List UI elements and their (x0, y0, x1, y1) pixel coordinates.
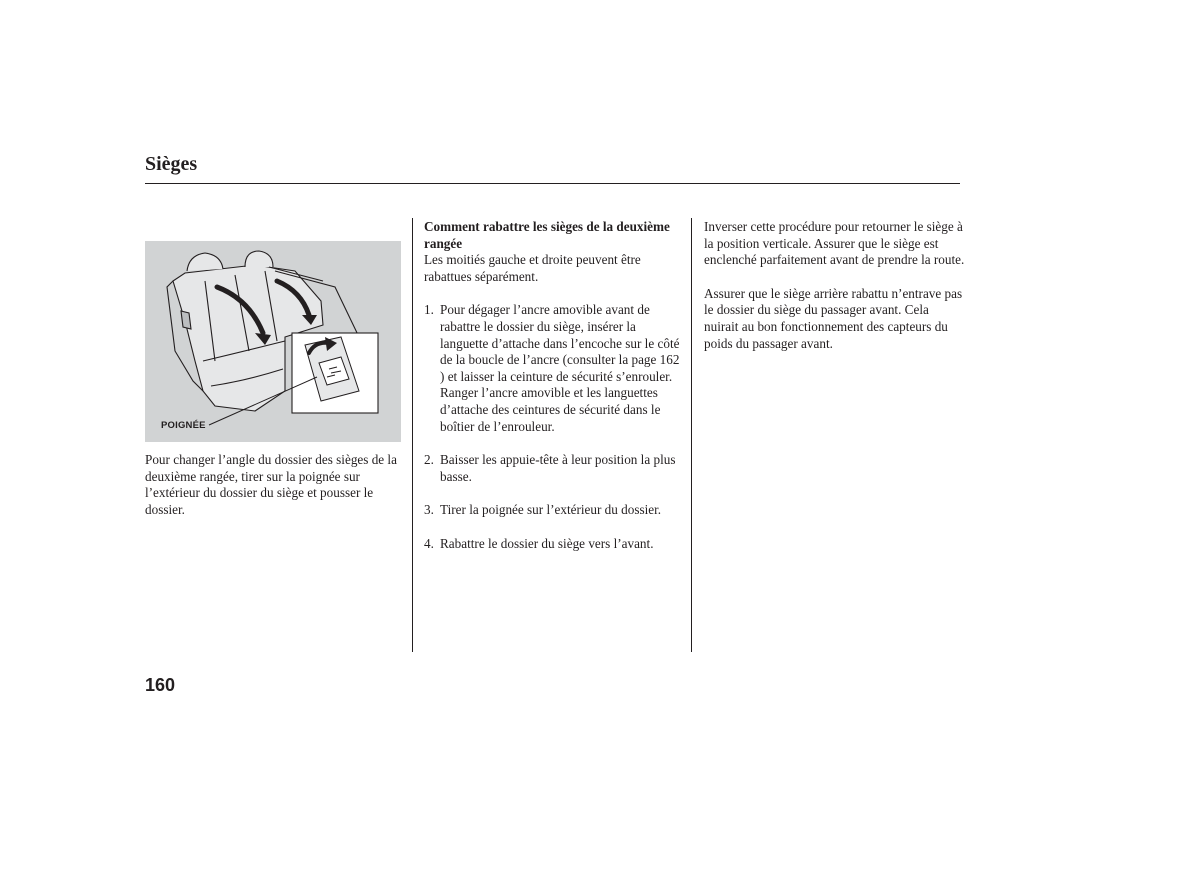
step-text: Tirer la poignée sur l’extérieur du dossier. (440, 502, 662, 518)
step-number: 1. (424, 302, 434, 318)
step-text: Baisser les appuie-tête à leur position la plus basse. (440, 452, 676, 484)
step-item (424, 502, 686, 519)
step-number: 4. (424, 535, 434, 551)
step-number: 3. (424, 502, 434, 518)
page-number: 160 (145, 675, 176, 695)
step-number: 2. (424, 452, 434, 468)
section-heading: Comment rabattre les sièges de la deuxième rangée (424, 219, 670, 251)
step-item (424, 302, 686, 435)
column-1 (145, 452, 407, 518)
seat-illustration (145, 241, 401, 442)
column-divider-2 (691, 218, 692, 652)
title-divider (145, 183, 960, 184)
column-2 (424, 219, 686, 553)
step-item (424, 536, 686, 553)
step-text: Rabattre le dossier du siège vers l’avant. (440, 535, 654, 551)
page-title: Sièges (145, 153, 198, 175)
column-3 (704, 219, 966, 352)
intro-paragraph: Les moitiés gauche et droite peuvent être rabattues séparément. (424, 252, 641, 284)
col3-paragraph-1: Inverser cette procédure pour retourner le siège à la position verticale. Assurer que le siège est enclenché parfaitement avant de prendre la route. (704, 219, 965, 268)
handle-label: POIGNÉE (161, 420, 206, 431)
col1-paragraph: Pour changer l’angle du dossier des sièges de la deuxième rangée, tirer sur la poignée sur l’extérieur du dossier du siège et pousser le dossier. (145, 452, 397, 517)
step-text: Pour dégager l’ancre amovible avant de rabattre le dossier du siège, insérer la languette d’attache dans l’encoche sur le côté de la boucle de l’ancre (consulter la page 162 ) et laisser la ceinture de sécurité s’enrouler. Ranger l’ancre amovible et les languettes d’attache des ceintures de sécurité dans le boîtier de l’enrouleur. (440, 302, 680, 434)
col3-paragraph-2: Assurer que le siège arrière rabattu n’entrave pas le dossier du siège du passager avant. Cela nuirait au bon fonctionnement des capteurs du poids du passager avant. (704, 285, 963, 351)
step-item (424, 452, 686, 485)
column-divider-1 (412, 218, 413, 652)
seat-drawing (145, 241, 401, 442)
